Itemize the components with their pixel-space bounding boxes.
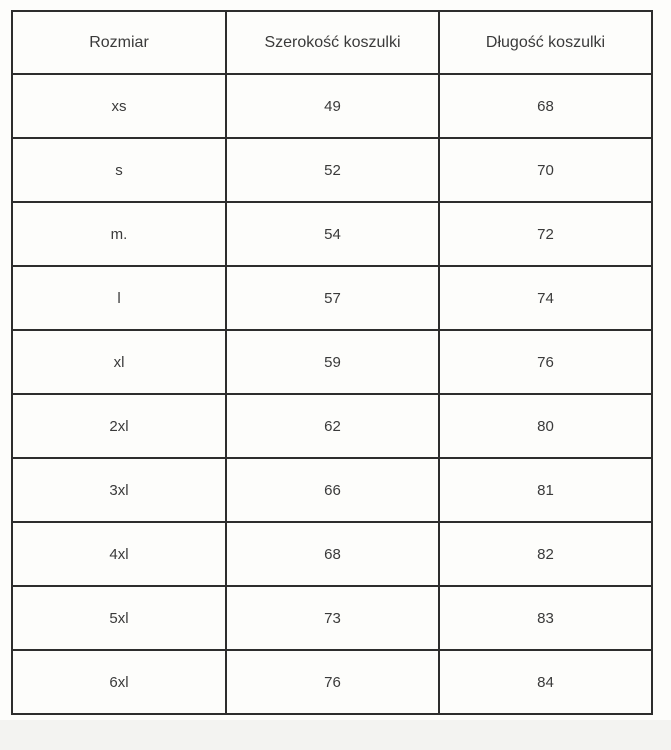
cell-size: 3xl (12, 458, 226, 522)
cell-size: xl (12, 330, 226, 394)
cell-shirt-width: 66 (226, 458, 439, 522)
cell-shirt-width: 76 (226, 650, 439, 714)
cell-size: 5xl (12, 586, 226, 650)
bottom-margin-strip (0, 720, 671, 750)
table-row (12, 458, 652, 522)
cell-shirt-width: 62 (226, 394, 439, 458)
cell-shirt-width: 73 (226, 586, 439, 650)
table-row (12, 394, 652, 458)
table-row (12, 138, 652, 202)
cell-shirt-length: 74 (439, 266, 652, 330)
cell-shirt-length: 84 (439, 650, 652, 714)
header-size: Rozmiar (12, 11, 226, 74)
cell-shirt-length: 83 (439, 586, 652, 650)
cell-size: xs (12, 74, 226, 138)
header-row (12, 11, 652, 74)
table-row (12, 202, 652, 266)
header-shirt-width: Szerokość koszulki (226, 11, 439, 74)
cell-shirt-width: 59 (226, 330, 439, 394)
table-row (12, 74, 652, 138)
size-chart-header (12, 11, 652, 74)
table-row (12, 266, 652, 330)
table-row (12, 522, 652, 586)
cell-size: 6xl (12, 650, 226, 714)
cell-size: m. (12, 202, 226, 266)
cell-size: s (12, 138, 226, 202)
cell-shirt-length: 81 (439, 458, 652, 522)
cell-shirt-width: 57 (226, 266, 439, 330)
table-row (12, 586, 652, 650)
cell-shirt-length: 72 (439, 202, 652, 266)
cell-size: 4xl (12, 522, 226, 586)
size-chart-table (11, 10, 653, 715)
cell-shirt-length: 68 (439, 74, 652, 138)
cell-shirt-length: 80 (439, 394, 652, 458)
cell-shirt-length: 70 (439, 138, 652, 202)
cell-shirt-width: 68 (226, 522, 439, 586)
cell-shirt-width: 54 (226, 202, 439, 266)
header-shirt-length: Długość koszulki (439, 11, 652, 74)
cell-shirt-length: 82 (439, 522, 652, 586)
cell-size: l (12, 266, 226, 330)
size-chart-body (12, 74, 652, 714)
table-row (12, 330, 652, 394)
cell-shirt-width: 49 (226, 74, 439, 138)
cell-shirt-width: 52 (226, 138, 439, 202)
table-row (12, 650, 652, 714)
cell-size: 2xl (12, 394, 226, 458)
cell-shirt-length: 76 (439, 330, 652, 394)
